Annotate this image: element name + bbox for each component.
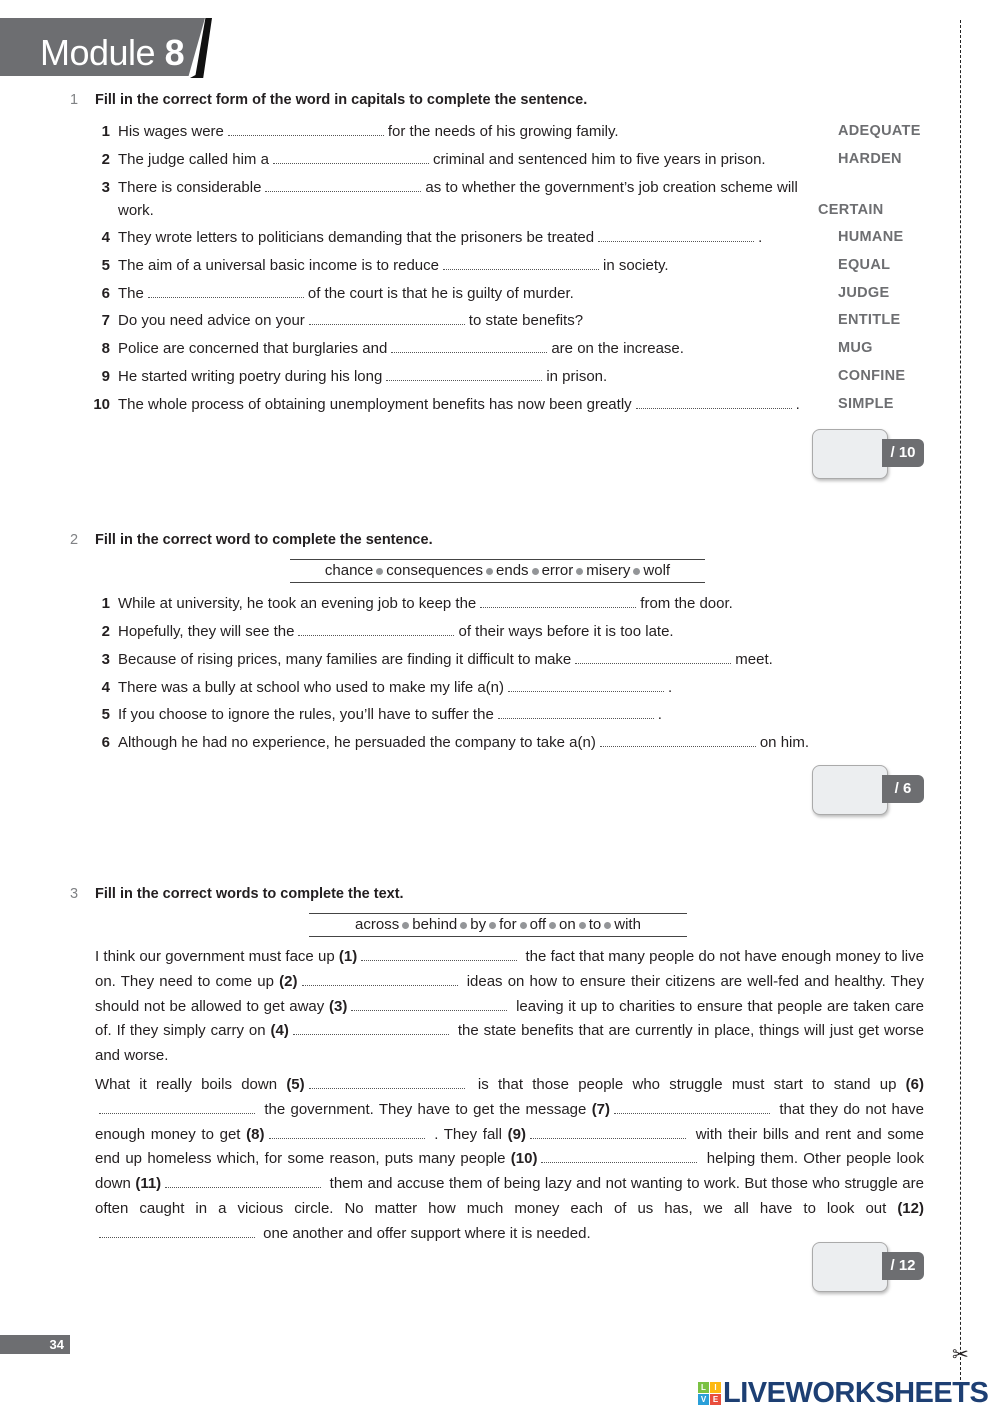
item-text xyxy=(118,120,838,143)
score-total: / 12 xyxy=(882,1252,924,1280)
capital-word: JUDGE xyxy=(838,285,890,301)
gap-number: (2) xyxy=(279,972,298,990)
answer-blank[interactable] xyxy=(302,974,458,986)
text-segment: one another and offer support where it is needed. xyxy=(263,1224,591,1242)
answer-blank[interactable] xyxy=(391,341,547,353)
text-segment: ideas on how to ensure their citizens are well-fed and healthy. They should not be allowed to get away xyxy=(95,972,925,1015)
item-text xyxy=(118,703,925,726)
capital-word: MUG xyxy=(838,340,873,356)
text-after: . xyxy=(795,396,800,413)
list-item xyxy=(80,148,925,171)
bullet xyxy=(402,922,409,929)
word-option: consequences xyxy=(386,562,484,579)
ex2-title xyxy=(70,532,433,548)
list-item xyxy=(80,620,925,643)
text-before: While at university, he took an evening job to keep the xyxy=(118,595,477,612)
answer-blank[interactable] xyxy=(269,1127,425,1139)
text-before: Hopefully, they will see the xyxy=(118,623,295,640)
text-after: on him. xyxy=(759,734,810,751)
answer-blank[interactable] xyxy=(228,124,384,136)
gap-number: (6) xyxy=(905,1076,925,1093)
list-item xyxy=(80,592,925,615)
liveworksheets-logo xyxy=(698,1378,988,1408)
word-option: off xyxy=(529,916,547,933)
text-segment: I think our government must face up xyxy=(95,948,335,965)
capital-word: HARDEN xyxy=(838,151,902,167)
bullet xyxy=(486,568,493,575)
answer-blank[interactable] xyxy=(575,652,731,664)
score-total: / 10 xyxy=(882,439,924,467)
list-item xyxy=(80,282,925,305)
text-before: If you choose to ignore the rules, you’ll have to suffer the xyxy=(118,706,494,723)
capital-word: ADEQUATE xyxy=(838,123,921,139)
answer-blank[interactable] xyxy=(265,180,421,192)
item-text xyxy=(118,254,838,277)
ex3-word-box xyxy=(309,913,687,937)
bullet xyxy=(576,568,583,575)
answer-blank[interactable] xyxy=(148,286,304,298)
answer-blank[interactable] xyxy=(498,707,654,719)
score-input[interactable] xyxy=(812,765,888,815)
item-text xyxy=(118,731,925,754)
word-option: wolf xyxy=(643,562,671,579)
list-item xyxy=(80,226,925,249)
text-before: Do you need advice on your xyxy=(118,312,305,329)
answer-blank[interactable] xyxy=(386,369,542,381)
word-option: on xyxy=(559,916,576,933)
list-item xyxy=(80,176,925,222)
text-after: are on the increase. xyxy=(551,340,684,357)
text-before: Because of rising prices, many families are finding it difficult to make xyxy=(118,651,572,668)
bullet xyxy=(579,922,586,929)
text-segment: is that those people who struggle must start to stand up xyxy=(477,1076,897,1093)
text-segment: What it really boils down xyxy=(95,1076,278,1093)
bullet xyxy=(549,922,556,929)
gap-number: (7) xyxy=(591,1100,611,1118)
page-number: 34 xyxy=(0,1335,70,1354)
answer-blank[interactable] xyxy=(298,624,454,636)
list-item xyxy=(80,120,925,143)
word-option: ends xyxy=(496,562,529,579)
logo-tile: I xyxy=(710,1382,721,1393)
item-text xyxy=(118,592,925,615)
gap-number: (4) xyxy=(270,1022,289,1040)
score-input[interactable] xyxy=(812,429,888,479)
item-text xyxy=(118,282,838,305)
item-text xyxy=(118,176,818,222)
exercise-number: 3 xyxy=(70,886,79,902)
answer-blank[interactable] xyxy=(165,1176,321,1188)
item-text xyxy=(118,148,838,171)
answer-blank[interactable] xyxy=(480,596,636,608)
gap-number: (8) xyxy=(246,1125,265,1143)
word-option: across xyxy=(355,916,400,933)
text-segment: with their bills and rent and some end up homeless which, for some reason, puts many people xyxy=(95,1125,925,1168)
text-after: of their ways before it is too late. xyxy=(458,623,674,640)
bullet xyxy=(376,568,383,575)
capital-word: ENTITLE xyxy=(838,312,901,328)
gap-number: (12) xyxy=(897,1199,924,1217)
answer-blank[interactable] xyxy=(614,1102,770,1114)
logo-tile: E xyxy=(710,1394,721,1405)
bullet xyxy=(604,922,611,929)
text-after: . xyxy=(668,679,673,696)
module-label: Module xyxy=(40,32,156,73)
answer-blank[interactable] xyxy=(309,1077,465,1089)
capital-word: SIMPLE xyxy=(838,396,894,412)
text-after: criminal and sentenced him to five years in prison. xyxy=(432,151,766,168)
text-after: of the court is that he is guilty of murder. xyxy=(307,285,574,302)
bullet xyxy=(633,568,640,575)
answer-blank[interactable] xyxy=(99,1226,255,1238)
list-item xyxy=(80,648,925,671)
capital-word: HUMANE xyxy=(838,229,904,245)
bullet xyxy=(520,922,527,929)
item-number: 8 xyxy=(101,340,110,357)
item-text xyxy=(118,337,838,360)
text-after: . xyxy=(657,706,662,723)
list-item xyxy=(80,676,925,699)
item-number: 3 xyxy=(101,651,110,668)
answer-blank[interactable] xyxy=(309,313,465,325)
answer-blank[interactable] xyxy=(636,397,792,409)
capital-word: CERTAIN xyxy=(818,202,884,218)
gap-number: (5) xyxy=(286,1076,305,1093)
text-segment: . They fall xyxy=(434,1125,502,1143)
item-number: 1 xyxy=(101,123,110,140)
text-before: They wrote letters to politicians demanding that the prisoners be treated xyxy=(118,229,595,246)
item-number: 2 xyxy=(101,151,110,168)
logo-tile: V xyxy=(698,1394,709,1405)
gap-number: (3) xyxy=(329,997,348,1015)
ex1-title xyxy=(70,92,587,108)
item-number: 5 xyxy=(101,706,110,723)
answer-blank[interactable] xyxy=(273,152,429,164)
text-before: There was a bully at school who used to make my life a(n) xyxy=(118,679,505,696)
text-before: The whole process of obtaining unemployment benefits has now been greatly xyxy=(118,396,632,413)
item-number: 7 xyxy=(101,312,110,329)
item-number: 2 xyxy=(101,623,110,640)
text-before: The judge called him a xyxy=(118,151,269,168)
score-input[interactable] xyxy=(812,1242,888,1292)
item-text xyxy=(118,365,838,388)
capital-word: EQUAL xyxy=(838,257,891,273)
text-before: There is considerable xyxy=(118,179,262,196)
text-after: in society. xyxy=(602,257,669,274)
exercise-instruction: Fill in the correct words to complete the text. xyxy=(95,886,404,902)
ex3-paragraph-2 xyxy=(95,1073,924,1247)
text-after: to state benefits? xyxy=(468,312,584,329)
text-before: Police are concerned that burglaries and xyxy=(118,340,388,357)
text-before: The xyxy=(118,285,144,302)
item-text xyxy=(118,393,838,416)
item-text xyxy=(118,648,925,671)
item-number: 1 xyxy=(101,595,110,612)
module-header xyxy=(0,18,212,78)
list-item xyxy=(80,365,925,388)
item-text xyxy=(118,226,838,249)
list-item xyxy=(80,309,925,332)
word-option: misery xyxy=(586,562,631,579)
answer-blank[interactable] xyxy=(598,230,754,242)
answer-blank[interactable] xyxy=(361,949,517,961)
text-before: He started writing poetry during his long xyxy=(118,368,383,385)
ex2-score xyxy=(812,765,924,817)
text-before: The aim of a universal basic income is to reduce xyxy=(118,257,439,274)
text-after: from the door. xyxy=(640,595,733,612)
list-item xyxy=(80,254,925,277)
text-after: in prison. xyxy=(546,368,608,385)
text-before: His wages were xyxy=(118,123,224,140)
item-number: 5 xyxy=(101,257,110,274)
ex3-title xyxy=(70,886,404,902)
answer-blank[interactable] xyxy=(99,1102,255,1114)
ex3-paragraph-1 xyxy=(95,945,924,1069)
word-option: by xyxy=(470,916,487,933)
word-option: for xyxy=(499,916,517,933)
item-text xyxy=(118,309,838,332)
answer-blank[interactable] xyxy=(443,258,599,270)
item-number: 6 xyxy=(101,734,110,751)
answer-blank[interactable] xyxy=(351,999,507,1011)
list-item xyxy=(80,393,925,416)
item-text xyxy=(118,620,925,643)
text-segment: them and accuse them of being lazy and not wanting to work. But those who struggle are often caught in a vicious circle. No matter how much money each of us has, we all have to look out xyxy=(95,1175,924,1217)
logo-tile: L xyxy=(698,1382,709,1393)
ex2-word-box xyxy=(290,559,705,583)
ex3-score xyxy=(812,1242,924,1294)
word-option: error xyxy=(541,562,574,579)
text-after: as to whether the government’s job creation scheme will work. xyxy=(118,179,798,219)
text-segment: the fact that many people do not have enough money to live on. They need to come up xyxy=(95,948,924,990)
score-total: / 6 xyxy=(882,775,924,803)
module-number: 8 xyxy=(164,32,185,73)
text-segment: the government. They have to get the message xyxy=(264,1100,587,1118)
item-number: 9 xyxy=(101,368,110,385)
module-title xyxy=(40,32,184,74)
list-item xyxy=(80,337,925,360)
gap-number: (11) xyxy=(135,1175,162,1193)
gap-number: (9) xyxy=(507,1125,526,1143)
text-segment: helping them. Other people look down xyxy=(95,1150,924,1193)
word-option: chance xyxy=(324,562,374,579)
word-option: with xyxy=(614,916,641,933)
logo-text: LIVEWORKSHEETS xyxy=(723,1376,989,1409)
gap-number: (10) xyxy=(510,1150,538,1168)
list-item xyxy=(80,703,925,726)
item-text xyxy=(118,676,925,699)
item-number: 6 xyxy=(101,285,110,302)
answer-blank[interactable] xyxy=(600,735,756,747)
bullet xyxy=(460,922,467,929)
gap-number: (1) xyxy=(338,948,358,965)
cut-line xyxy=(960,20,961,1400)
text-segment: the state benefits that are currently in place, things will just get worse and worse. xyxy=(95,1022,925,1065)
text-after: . xyxy=(758,229,763,246)
exercise-instruction: Fill in the correct form of the word in capitals to complete the sentence. xyxy=(95,92,588,108)
word-option: behind xyxy=(412,916,458,933)
exercise-number: 2 xyxy=(70,532,79,548)
item-number: 4 xyxy=(101,679,110,696)
bullet xyxy=(532,568,539,575)
word-option: to xyxy=(588,916,602,933)
capital-word: CONFINE xyxy=(838,368,906,384)
exercise-instruction: Fill in the correct word to complete the sentence. xyxy=(95,532,433,548)
text-after: for the needs of his growing family. xyxy=(387,123,619,140)
ex1-score xyxy=(812,429,924,481)
item-number: 4 xyxy=(101,229,110,246)
text-before: Although he had no experience, he persuaded the company to take a(n) xyxy=(118,734,596,751)
answer-blank[interactable] xyxy=(530,1127,686,1139)
answer-blank[interactable] xyxy=(541,1151,697,1163)
list-item xyxy=(80,731,925,754)
text-segment: that they do not have enough money to get xyxy=(95,1100,925,1143)
bullet xyxy=(489,922,496,929)
text-segment: leaving it up to charities to ensure that people are taken care of. If they simply carry on xyxy=(95,997,924,1040)
answer-blank[interactable] xyxy=(293,1023,449,1035)
item-number: 3 xyxy=(101,179,110,196)
text-after: meet. xyxy=(735,651,773,668)
answer-blank[interactable] xyxy=(508,680,664,692)
exercise-number: 1 xyxy=(70,92,79,108)
scissors-icon: ✂ xyxy=(952,1344,969,1366)
item-number: 10 xyxy=(93,396,110,413)
